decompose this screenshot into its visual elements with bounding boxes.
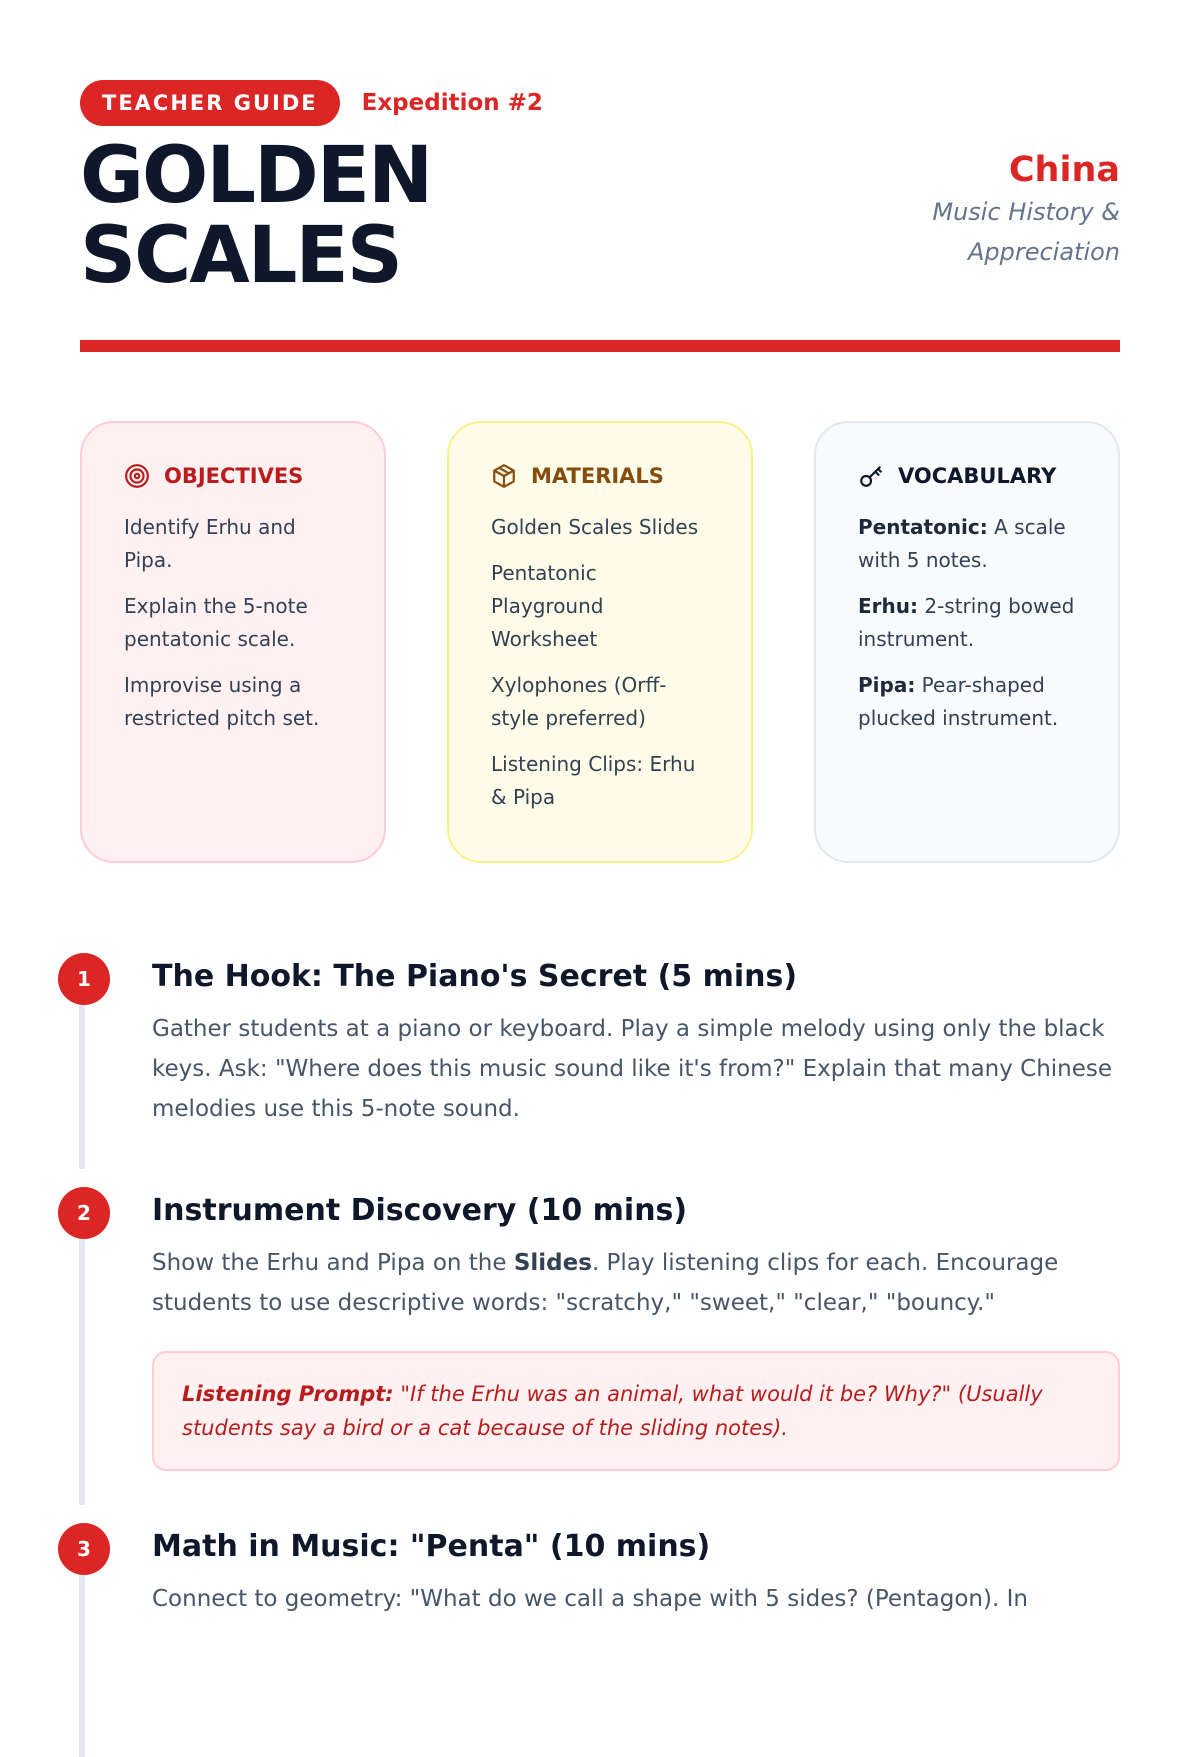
title-line-1: GOLDEN (80, 131, 432, 221)
vocabulary-header (858, 463, 1078, 489)
teacher-guide-page (77, 80, 1120, 1612)
step-connector (79, 1221, 85, 1505)
materials-title: MATERIALS (531, 464, 664, 488)
vocab-definition: 2-string bowed instrument. (858, 594, 1075, 651)
step-connector (79, 987, 85, 1169)
info-cards (80, 421, 1120, 863)
lesson-steps (58, 935, 1120, 1619)
lesson-step-2 (58, 1169, 1120, 1505)
page-title (80, 131, 432, 301)
step-number: 3 (58, 1523, 110, 1575)
objectives-title: OBJECTIVES (164, 464, 304, 488)
list-item: Identify Erhu and Pipa. (124, 515, 296, 572)
title-row (80, 126, 1120, 306)
materials-list (491, 511, 711, 814)
expedition-label: Expedition #2 (361, 90, 543, 116)
vocabulary-list (858, 511, 1078, 735)
objectives-card (80, 421, 386, 863)
vocabulary-card (814, 421, 1120, 863)
list-item (858, 511, 1078, 577)
country-block (880, 148, 1120, 272)
slides-reference: Slides (513, 1250, 592, 1276)
step-connector (79, 1557, 85, 1757)
list-item (858, 669, 1078, 735)
vocab-term: Erhu: (858, 594, 918, 618)
prompt-text: "If the Erhu was an animal, what would it be? Why?" (Usually students say a bird or a cat because of the sliding notes). (182, 1382, 1043, 1440)
step-text: Connect to geometry: "What do we call a shape with 5 sides? (Pentagon). In (152, 1586, 1028, 1612)
list-item: Pentatonic Playground Worksheet (491, 561, 604, 651)
step-text (152, 1243, 1120, 1323)
listening-prompt-box (152, 1351, 1120, 1471)
list-item: Improvise using a restricted pitch set. (124, 673, 320, 730)
lesson-step-3 (58, 1505, 1120, 1619)
step-title: Instrument Discovery (10 mins) (152, 1193, 688, 1228)
step-number: 1 (58, 953, 110, 1005)
lesson-step-1 (58, 935, 1120, 1169)
list-item: Listening Clips: Erhu & Pipa (491, 752, 696, 809)
key-icon (858, 463, 884, 489)
list-item: Golden Scales Slides (491, 515, 699, 539)
step-text: Gather students at a piano or keyboard. Play a simple melody using only the black keys. Ask: "Where does this music sound like it's from?" Explain that many Chinese melodies use this 5-note sound. (152, 1016, 1113, 1122)
title-line-2: SCALES (80, 211, 401, 301)
list-item: Explain the 5-note pentatonic scale. (124, 594, 308, 651)
objectives-header (124, 463, 344, 489)
box-icon (491, 463, 517, 489)
subject-label: Music History & Appreciation (932, 198, 1120, 266)
objectives-list (124, 511, 344, 735)
materials-header (491, 463, 711, 489)
step-text-part: Show the Erhu and Pipa on the (152, 1250, 514, 1276)
header-top (80, 80, 1120, 126)
vocab-term: Pipa: (858, 673, 916, 697)
step-number: 2 (58, 1187, 110, 1239)
list-item: Xylophones (Orff-style preferred) (491, 673, 667, 730)
prompt-label: Listening Prompt: (182, 1382, 394, 1406)
vocab-definition: A scale with 5 notes. (858, 515, 1066, 572)
vocabulary-title: VOCABULARY (898, 464, 1057, 488)
step-text-part: . Play listening clips for each. Encourage students to use descriptive words: "scratchy," "sweet," "clear," "bouncy." (152, 1250, 1059, 1316)
header-divider (80, 340, 1120, 352)
step-title: The Hook: The Piano's Secret (5 mins) (152, 959, 798, 994)
list-item (858, 590, 1078, 656)
step-title: Math in Music: "Penta" (10 mins) (152, 1529, 711, 1564)
country-name: China (1008, 150, 1120, 190)
target-icon (124, 463, 150, 489)
materials-card (447, 421, 753, 863)
teacher-guide-badge: TEACHER GUIDE (80, 80, 340, 126)
vocab-term: Pentatonic: (858, 515, 988, 539)
vocab-definition: Pear-shaped plucked instrument. (858, 673, 1059, 730)
